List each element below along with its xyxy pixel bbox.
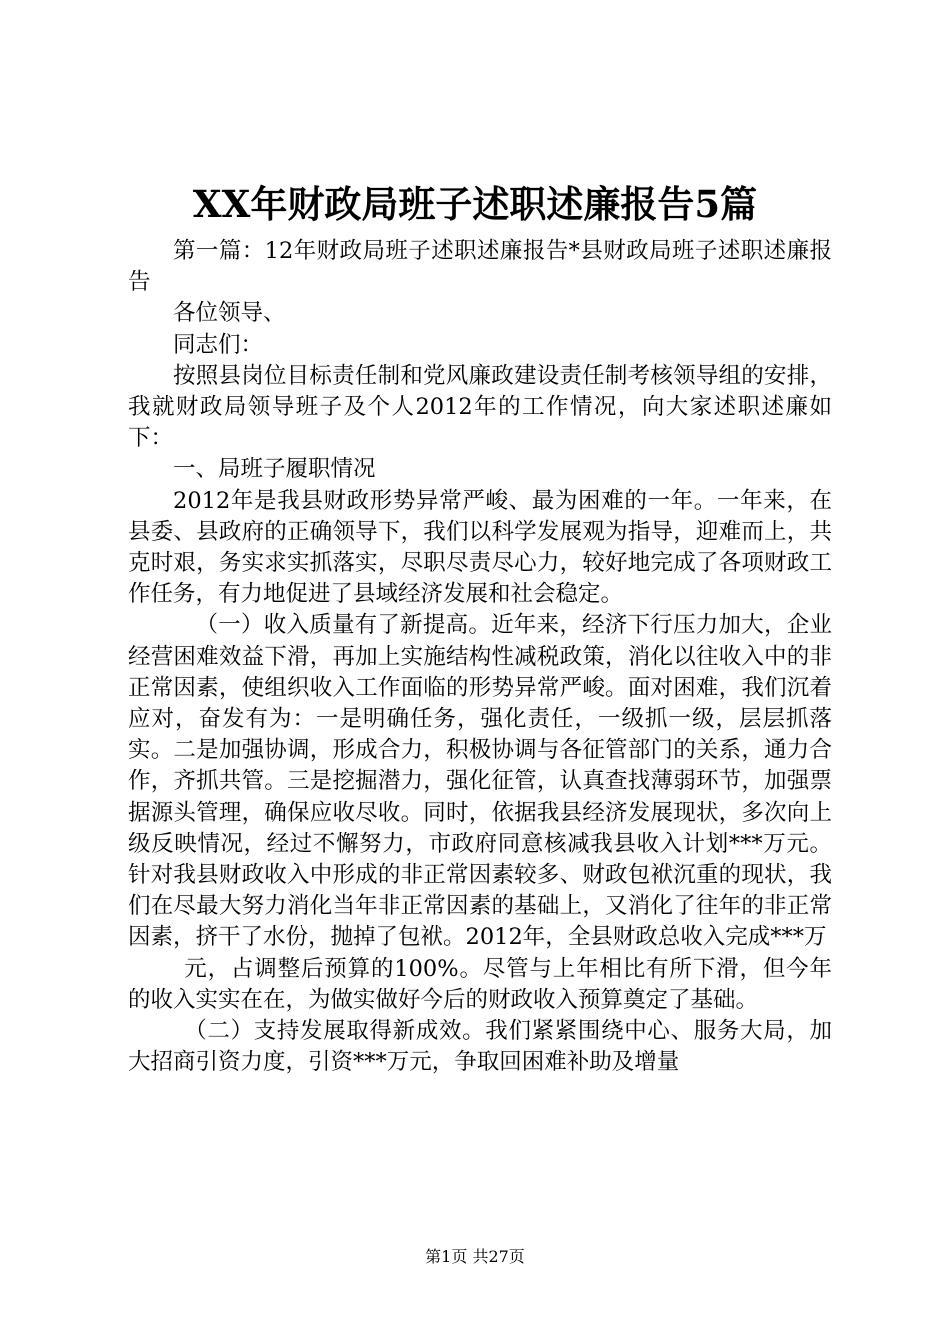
paragraph-salutation-leaders: 各位领导、 <box>173 300 286 327</box>
paragraph-intro: 按照县岗位目标责任制和党风廉政建设责任制考核领导组的安排，我就财政局领导班子及个人2012年的工作情况，向大家述职述廉如下： <box>128 362 832 452</box>
paragraph-income-quality: （一）收入质量有了新提高。近年来，经济下行压力加大，企业经营困难效益下滑，再加上实施结构性减税政策，消化以往收入中的非正常因素，使组织收入工作面临的形势异常严峻。面对困难，我们沉着应对，奋发有为：一是明确任务，强化责任，一级抓一级，层层抓落实。二是加强协调，形成合力，积极协调与各征管部门的关系，通力合作，齐抓共管。三是挖掘潜力，强化征管，认真查找薄弱环节，加强票据源头管理，确保应收尽收。同时，依据我县经济发展现状，多次向上级反映情况，经过不懈努力，市政府同意核减我县收入计划***万元。针对我县财政收入中形成的非正常因素较多、财政包袱沉重的现状，我们在尽最大努力消化当年非正常因素的基础上，又消化了往年的非正常因素，挤干了水份，抛掉了包袱。2012年，全县财政总收入完成***万 <box>128 612 832 951</box>
paragraph-heading-first: 第一篇：12年财政局班子述职述廉报告*县财政局班子述职述廉报告 <box>128 238 832 296</box>
paragraph-support-development: （二）支持发展取得新成效。我们紧紧围绕中心、服务大局，加大招商引资力度，引资***万元，争取回困难补助及增量 <box>128 1018 832 1076</box>
paragraph-section-heading: 一、局班子履职情况 <box>173 456 376 483</box>
paragraph-income-continued: 元，占调整后预算的100%。尽管与上年相比有所下滑，但今年的收入实实在在，为做实做好今后的财政收入预算奠定了基础。 <box>128 955 832 1013</box>
paragraph-overview: 2012年是我县财政形势异常严峻、最为困难的一年。一年来，在县委、县政府的正确领导下，我们以科学发展观为指导，迎难而上，共克时艰，务实求实抓落实，尽职尽责尽心力，较好地完成了各项财政工作任务，有力地促进了县域经济发展和社会稳定。 <box>128 487 832 608</box>
paragraph-salutation-comrades: 同志们： <box>173 331 264 358</box>
document-title: XX年财政局班子述职述廉报告5篇 <box>192 182 758 226</box>
document-body <box>128 236 832 1078</box>
page-number: 第1页 共27页 <box>425 1247 525 1266</box>
